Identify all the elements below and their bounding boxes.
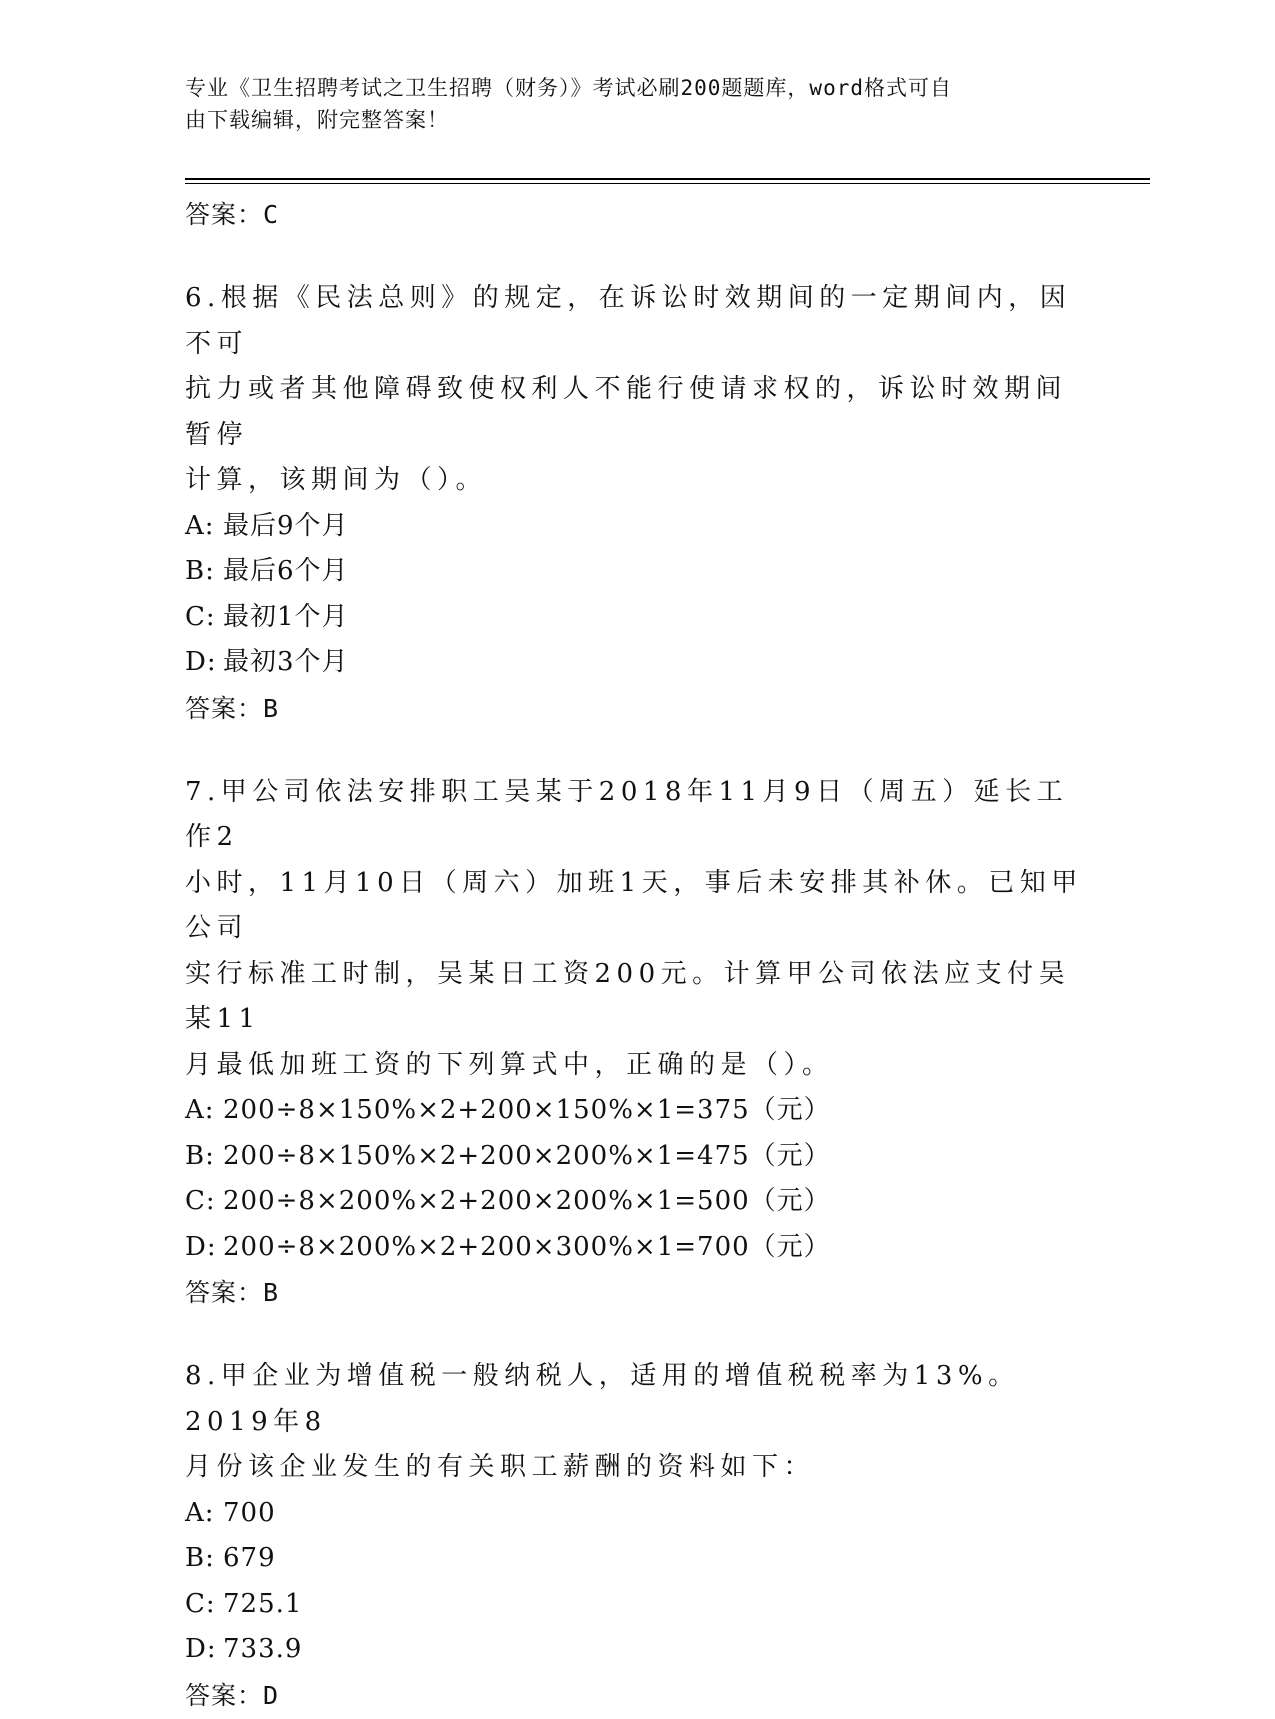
question-stem [185,276,1085,504]
option-text: 733.9 [223,1634,303,1664]
option-text: 最初3个月 [223,647,349,677]
header-divider-thin [185,183,1150,184]
option-d [185,640,1085,686]
option-c [185,1582,1085,1628]
stem-line: 计算，该期间为（）。 [185,465,488,495]
stem-line: 小时，11月10日（周六）加班1天，事后未安排其补休。已知甲公司 [185,867,1083,943]
option-text: 679 [223,1543,276,1573]
option-label: C: [185,1186,216,1216]
option-a [185,1491,1085,1537]
option-label: C: [185,601,216,632]
stem-line: 月最低加班工资的下列算式中，正确的是（）。 [185,1049,834,1080]
answer: 答案：B [185,1278,280,1307]
option-text: 最后6个月 [223,556,349,586]
question-stem [185,1354,1085,1491]
option-label: B: [185,556,215,586]
option-label: D: [185,1231,217,1262]
stem-line: 月份该企业发生的有关职工薪酬的资料如下： [185,1452,816,1482]
option-text: 200÷8×150%×2+200×150%×1=375（元） [223,1095,831,1125]
option-d [185,1225,1085,1271]
option-label: A: [185,1497,215,1528]
option-text: 200÷8×150%×2+200×200%×1=475（元） [223,1140,831,1171]
document-header [185,72,1065,136]
option-label: A: [185,510,215,541]
option-b [185,1134,1085,1180]
option-label: A: [185,1095,215,1125]
answer: 答案：D [185,1680,280,1710]
document-body [185,192,1085,1719]
option-text: 700 [223,1497,276,1528]
option-text: 最后9个月 [223,510,349,541]
question-stem [185,770,1085,1089]
previous-answer: 答案：C [185,200,280,229]
stem-line: 实行标准工时制，吴某日工资200元。计算甲公司依法应支付吴某11 [185,958,1071,1034]
option-a [185,1088,1085,1134]
question-6 [185,276,1085,732]
option-text: 725.1 [223,1588,303,1619]
header-line: 专业《卫生招聘考试之卫生招聘（财务）》考试必刷200题题库，word格式可自 [185,76,952,100]
option-label: B: [185,1543,215,1573]
option-c [185,595,1085,641]
question-7 [185,770,1085,1317]
stem-line: 6.根据《民法总则》的规定，在诉讼时效期间的一定期间内，因不可 [185,283,1072,359]
stem-line: 7.甲公司依法安排职工吴某于2018年11月9日（周五）延长工作2 [185,776,1069,852]
answer: 答案：B [185,693,280,723]
option-label: D: [185,1634,217,1664]
option-label: D: [185,647,217,677]
header-line: 由下载编辑，附完整答案！ [185,108,449,132]
option-c [185,1179,1085,1225]
option-label: B: [185,1140,215,1171]
option-text: 200÷8×200%×2+200×200%×1=500（元） [223,1186,831,1216]
stem-line: 抗力或者其他障碍致使权利人不能行使请求权的，诉讼时效期间暂停 [185,374,1068,450]
option-b [185,549,1085,595]
stem-line: 8.甲企业为增值税一般纳税人，适用的增值税税率为13%。2019年8 [185,1361,1020,1437]
option-text: 最初1个月 [223,601,349,632]
header-divider [185,178,1150,180]
option-label: C: [185,1588,216,1619]
question-8 [185,1354,1085,1719]
option-text: 200÷8×200%×2+200×300%×1=700（元） [223,1231,831,1262]
option-a [185,504,1085,550]
option-b [185,1536,1085,1582]
